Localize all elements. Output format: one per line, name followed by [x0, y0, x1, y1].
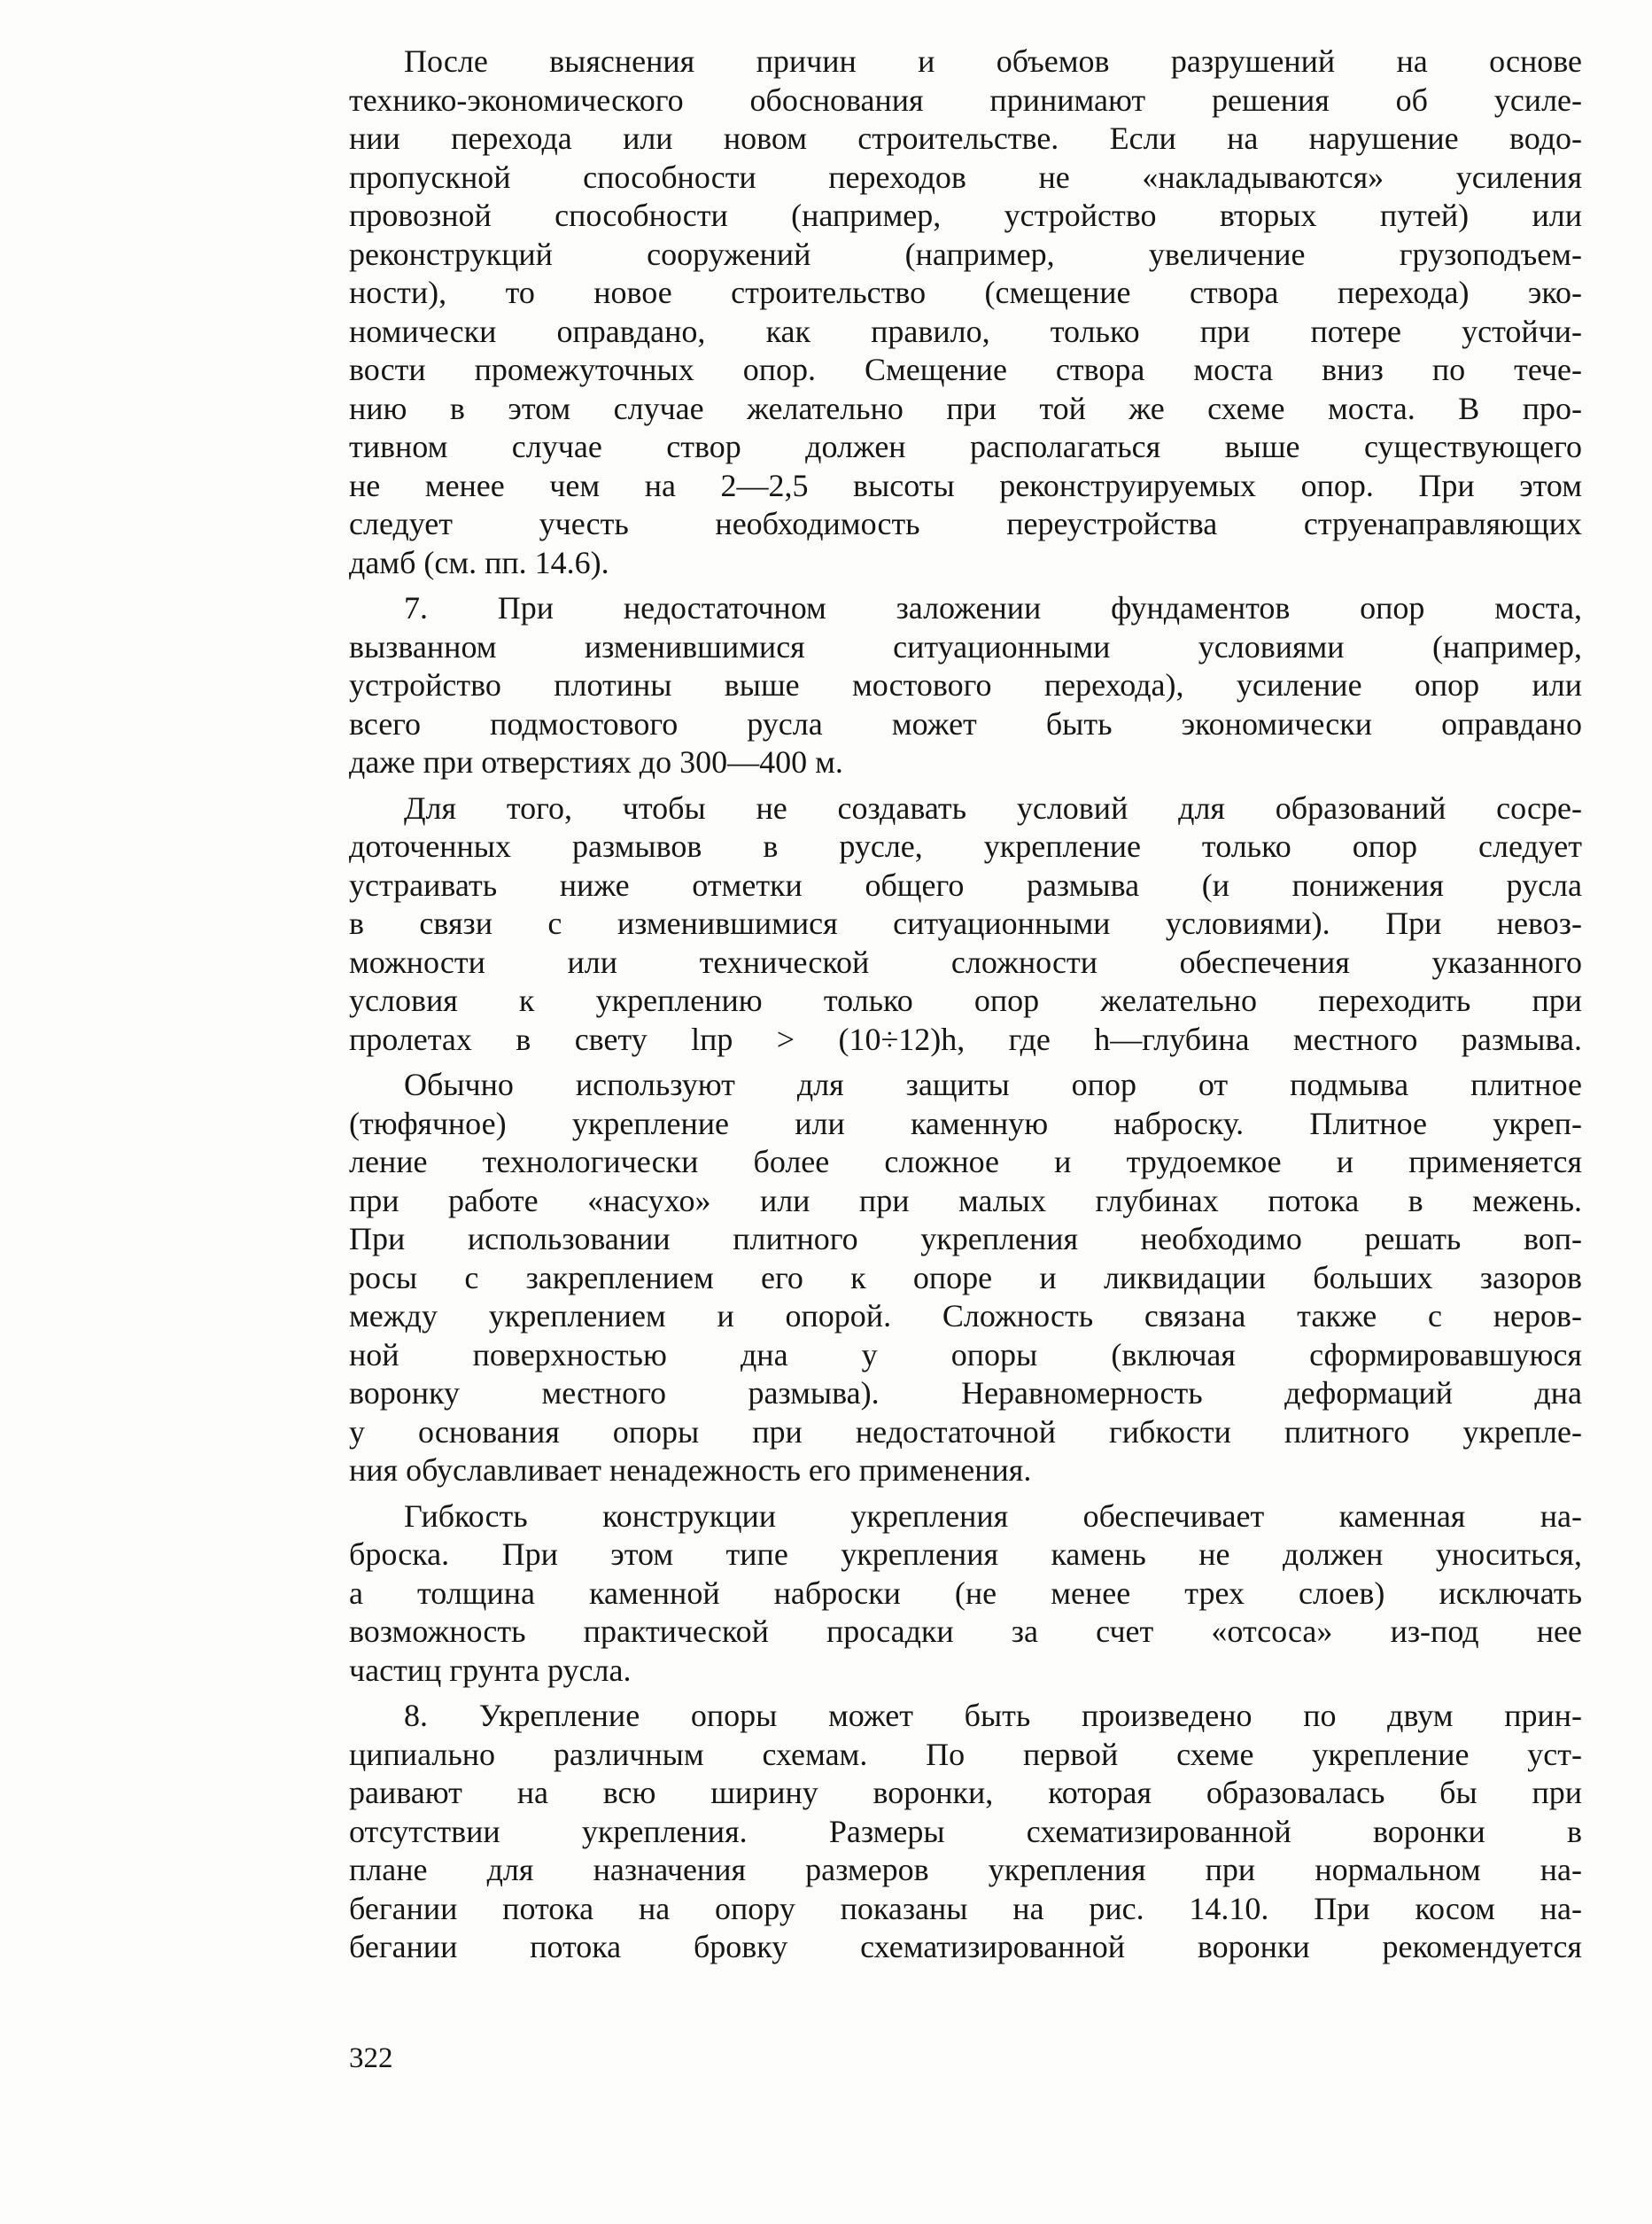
- text-line: При использовании плитного укрепления необходимо решать воп-: [349, 1221, 1582, 1256]
- paragraph: [349, 1066, 1582, 1490]
- text-line: у основания опоры при недостаточной гибкости плитного укрепле-: [349, 1413, 1582, 1450]
- text-line: следует учесть необходимость переустройства струенаправляющих: [349, 506, 1582, 541]
- text-line: плане для назначения размеров укрепления при нормальном на-: [349, 1852, 1582, 1887]
- text-line: воронку местного размыва). Неравномерность деформаций дна: [349, 1375, 1582, 1411]
- text-line: пролетах в свету lпр > (10÷12)h, где h—глубина местного размыва.: [349, 1021, 1582, 1057]
- text-line: можности или технической сложности обеспечения указанного: [349, 944, 1582, 980]
- text-line: устраивать ниже отметки общего размыва (и понижения русла: [349, 867, 1582, 903]
- text-line: условия к укреплению только опор желательно переходить при: [349, 983, 1582, 1018]
- text-line: а толщина каменной наброски (не менее трех слоев) исключать: [349, 1575, 1582, 1611]
- text-line: между укреплением и опорой. Сложность связана также с неров-: [349, 1298, 1582, 1334]
- text-line: ной поверхностью дна у опоры (включая сформировавшуюся: [349, 1336, 1582, 1373]
- paragraph: [349, 789, 1582, 1060]
- text-line: бегании потока на опору показаны на рис. 14.10. При косом на-: [349, 1890, 1582, 1926]
- text-line: ципиально различным схемам. По первой схеме укрепление уст-: [349, 1736, 1582, 1772]
- text-line: даже при отверстиях до 300—400 м.: [349, 744, 843, 780]
- text-line: тивном случае створ должен располагаться выше существующего: [349, 429, 1582, 464]
- text-line: Обычно используют для защиты опор от подмыва плитное: [404, 1067, 1582, 1102]
- text-line: при работе «насухо» или при малых глубинах потока в межень.: [349, 1182, 1582, 1218]
- text-line: устройство плотины выше мостового перехода), усиление опор или: [349, 667, 1582, 703]
- text-line: номически оправдано, как правило, только при потере устойчи-: [349, 313, 1582, 349]
- text-line: вызванном изменившимися ситуационными условиями (например,: [349, 628, 1582, 665]
- paragraph: [349, 1497, 1582, 1691]
- text-line: 7. При недостаточном заложении фундаментов опор моста,: [404, 590, 1582, 626]
- text-line: ности), то новое строительство (смещение створа перехода) эко-: [349, 275, 1582, 310]
- text-line: отсутствии укрепления. Размеры схематизированной воронки в: [349, 1813, 1582, 1849]
- text-line: не менее чем на 2—2,5 высоты реконструируемых опор. При этом: [349, 467, 1582, 503]
- text-line: Для того, чтобы не создавать условий для образований сосре-: [404, 789, 1582, 826]
- paragraph: [349, 43, 1582, 582]
- text-line: (тюфячное) укрепление или каменную наброску. Плитное укреп-: [349, 1105, 1582, 1141]
- text-line: в связи с изменившимися ситуационными условиями). При невоз-: [349, 906, 1582, 941]
- text-line: 8. Укрепление опоры может быть произведено по двум прин-: [404, 1698, 1582, 1733]
- page-number: 322: [349, 2042, 393, 2074]
- text-line: нию в этом случае желательно при той же схеме моста. В про-: [349, 390, 1582, 426]
- text-line: пропускной способности переходов не «накладываются» усиления: [349, 159, 1582, 195]
- text-line: нии перехода или новом строительстве. Если на нарушение водо-: [349, 121, 1582, 156]
- text-line: всего подмостового русла может быть экономически оправдано: [349, 705, 1582, 742]
- text-line: броска. При этом типе укрепления камень не должен уноситься,: [349, 1536, 1582, 1572]
- text-line: возможность практической просадки за счет «отсоса» из-под нее: [349, 1614, 1582, 1649]
- text-line: технико-экономического обоснования принимают решения об усиле-: [349, 82, 1582, 118]
- body-text: [349, 43, 1582, 1967]
- text-line: бегании потока бровку схематизированной воронки рекомендуется: [349, 1929, 1582, 1964]
- text-line: реконструкций сооружений (например, увеличение грузоподъем-: [349, 236, 1582, 272]
- text-line: дамб (см. пп. 14.6).: [349, 544, 609, 580]
- paragraph: [349, 589, 1582, 782]
- text-line: раивают на всю ширину воронки, которая образовалась бы при: [349, 1775, 1582, 1810]
- paragraph: [349, 1697, 1582, 1967]
- text-line: Гибкость конструкции укрепления обеспечивает каменная на-: [404, 1497, 1582, 1534]
- text-line: ния обуславливает ненадежность его применения.: [349, 1452, 1032, 1488]
- text-line: провозной способности (например, устройство вторых путей) или: [349, 198, 1582, 233]
- text-line: вости промежуточных опор. Смещение створа моста вниз по тече-: [349, 352, 1582, 387]
- text-line: После выяснения причин и объемов разрушений на основе: [404, 43, 1582, 79]
- text-line: росы с закреплением его к опоре и ликвидации больших зазоров: [349, 1259, 1582, 1295]
- text-line: доточенных размывов в русле, укрепление только опор следует: [349, 828, 1582, 864]
- text-line: ление технологически более сложное и трудоемкое и применяется: [349, 1144, 1582, 1179]
- text-line: частиц грунта русла.: [349, 1652, 632, 1688]
